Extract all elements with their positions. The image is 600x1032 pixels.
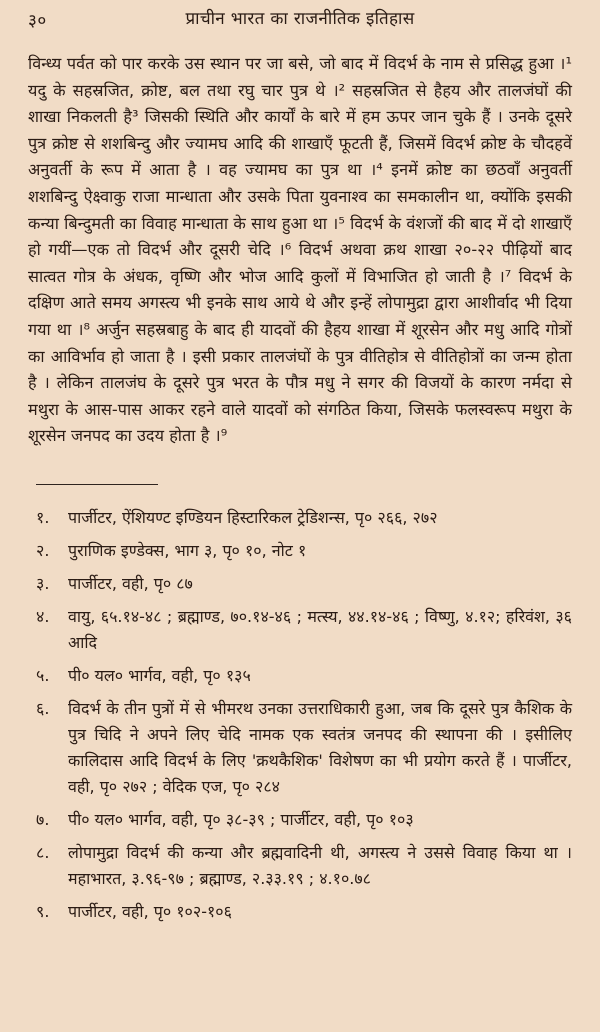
footnote-number: ८. [36,842,50,862]
running-title: प्राचीन भारत का राजनीतिक इतिहास [185,9,415,29]
footnote-text: पुराणिक इण्डेक्स, भाग ३, पृ० १०, नोट १ [68,540,307,560]
footnote-number: २. [36,540,50,560]
footnote-7 [28,807,572,833]
footnote-number: १. [36,507,50,527]
footnote-text: पी० यल० भार्गव, वही, पृ० ३८-३९ ; पार्जीटर, वही, पृ० १०३ [68,809,414,829]
body-paragraph: विन्ध्य पर्वत को पार करके उस स्थान पर जा बसे, जो बाद में विदर्भ के नाम से प्रसिद्ध हुआ ।¹ यदु के सहस्रजित, क्रोष्ट, बल तथा रघु चार पुत्र थे ।² सहस्रजित से हैहय और तालजंघों की शाखा निकलती है³ जिसकी स्थिति और कार्यों के बारे में हम ऊपर जान चुके हैं । उनके दूसरे पुत्र क्रोष्ट से शशबिन्दु और ज्यामघ आदि की शाखाएँ फूटती हैं, जिसमें विदर्भ क्रोष्ट के चौदहवें अनुवर्ती के रूप में आता है । वह ज्यामघ का पुत्र था ।⁴ इनमें क्रोष्ट का छठवाँ अनुवर्ती शशबिन्दु ऐक्ष्वाकु राजा मान्धाता और उसके पिता युवनाश्व का समकालीन था, क्योंकि इसकी कन्या बिन्दुमती का विवाह मान्धाता के साथ हुआ था ।⁵ विदर्भ के वंशजों की बाद में दो शाखाएँ हो गयीं—एक तो विदर्भ और दूसरी चेदि ।⁶ विदर्भ अथवा क्रथ शाखा २०-२२ पीढ़ियों बाद सात्वत गोत्र के अंधक, वृष्णि और भोज आदि कुलों में विभाजित हो जाती है ।⁷ विदर्भ के दक्षिण आते समय अगस्त्य भी इनके साथ आये थे और इन्हें लोपामुद्रा द्वारा आशीर्वाद भी दिया गया था ।⁸ अर्जुन सहस्रबाहु के बाद ही यादवों की हैहय शाखा में शूरसेन और मधु आदि गोत्रों का आविर्भाव हो जाता है । इसी प्रकार तालजंघों के पुत्र वीतिहोत्र से वीतिहोत्रों का जन्म होता है । लेकिन तालजंघ के दूसरे पुत्र भरत के पौत्र मधु ने सगर की विजयों के कारण नर्मदा से मथुरा के आस-पास आकर रहने वाले यादवों को संगठित किया, जिसके फलस्वरूप मथुरा के शूरसेन जनपद का उदय होता है ।⁹ [28,54,572,446]
footnote-2 [28,538,572,564]
footnote-1 [28,505,572,531]
footnote-5 [28,663,572,689]
footnote-number: ५. [36,665,50,685]
footnote-number: ६. [36,698,50,718]
footnote-divider [36,484,158,485]
footnote-4 [28,604,572,656]
footnote-text: पी० यल० भार्गव, वही, पृ० १३५ [68,665,251,685]
footnote-text: पार्जीटर, वही, पृ० १०२-१०६ [68,901,232,921]
page-number: ३० [28,11,47,31]
page-header [28,6,572,33]
footnotes-section [28,505,572,925]
footnote-text: लोपामुद्रा विदर्भ की कन्या और ब्रह्मवादिनी थी, अगस्त्य ने उससे विवाह किया था । महाभारत, ३.९६-९७ ; ब्रह्माण्ड, २.३३.१९ ; ४.१०.७८ [68,842,572,888]
footnote-9 [28,899,572,925]
footnote-number: ९. [36,901,50,921]
footnote-text: पार्जीटर, वही, पृ० ८७ [68,573,193,593]
footnote-8 [28,840,572,892]
footnote-text: वायु, ६५.१४-४८ ; ब्रह्माण्ड, ७०.१४-४६ ; मत्स्य, ४४.१४-४६ ; विष्णु, ४.१२; हरिवंश, ३६ आदि [68,606,572,652]
footnote-number: ४. [36,606,50,626]
footnote-6 [28,696,572,800]
footnote-text: विदर्भ के तीन पुत्रों में से भीमरथ उनका उत्तराधिकारी हुआ, जब कि दूसरे पुत्र कैशिक के पुत्र चिदि ने अपने लिए चेदि नामक एक स्वतंत्र जनपद की स्थापना की । इसीलिए कालिदास आदि विदर्भ के लिए 'क्रथकैशिक' विशेषण का भी प्रयोग करते हैं । पार्जीटर, वही, पृ० २७२ ; वेदिक एज, पृ० २८४ [68,698,572,796]
footnote-number: ३. [36,573,50,593]
footnote-text: पार्जीटर, ऐंशियण्ट इण्डियन हिस्टारिकल ट्रेडिशन्स, पृ० २६६, २७२ [68,507,438,527]
footnote-3 [28,571,572,597]
footnote-number: ७. [36,809,50,829]
